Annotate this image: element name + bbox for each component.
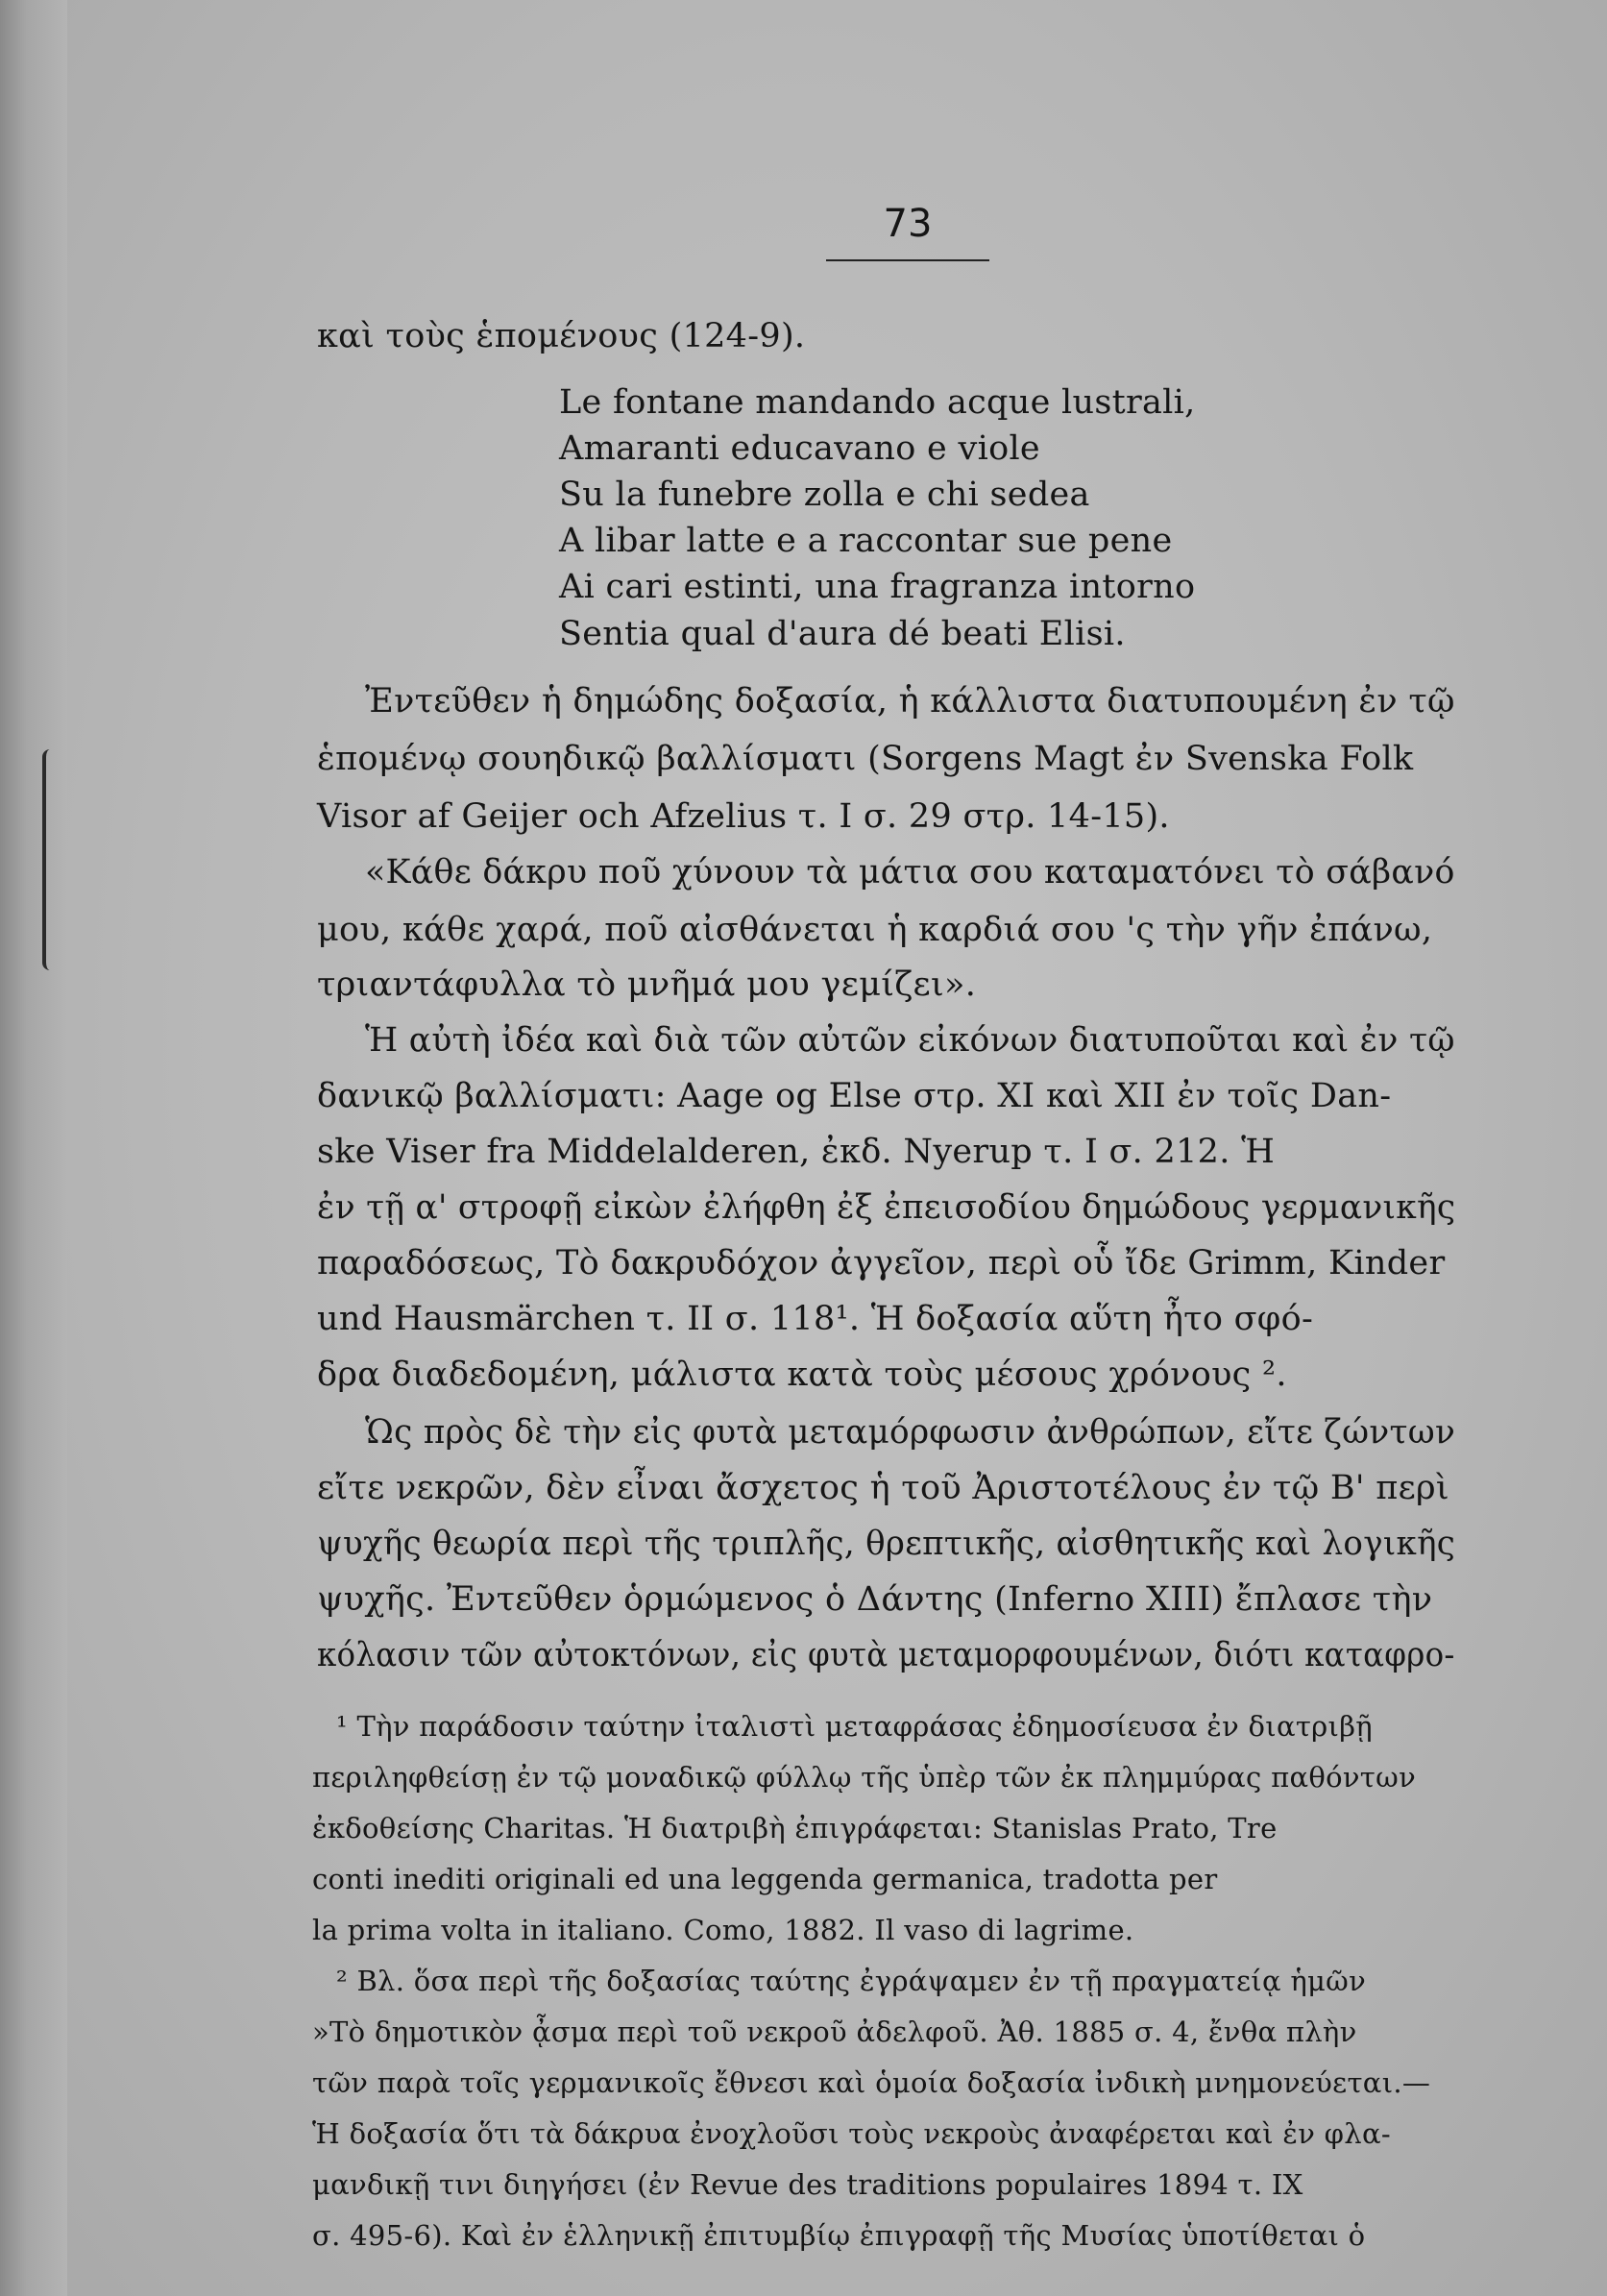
footnote-line: μανδικῇ τινι διηγήσει (ἐν Revue des traditions populaires 1894 τ. IX <box>312 2168 1303 2201</box>
body-line: Ὡς πρὸς δὲ τὴν εἰς φυτὰ μεταμόρφωσιν ἀνθρώπων, εἴτε ζώντων <box>365 1413 1456 1452</box>
verse-line: Su la funebre zolla e chi sedea <box>559 476 1090 514</box>
body-line: δανικῷ βαλλίσματι: Aage og Else στρ. XI καὶ XII ἐν τοῖς Dan- <box>317 1077 1392 1115</box>
body-line: «Κάθε δάκρυ ποῦ χύνουν τὰ μάτια σου καταματόνει τὸ σάβανό <box>365 853 1455 892</box>
verse-line: Ai cari estinti, una fragranza intorno <box>559 568 1196 606</box>
verse-line: Sentia qual d'aura dé beati Elisi. <box>559 615 1126 653</box>
body-line: δρα διαδεδομένη, μάλιστα κατὰ τοὺς μέσους χρόνους ². <box>317 1356 1287 1394</box>
body-line: κόλασιν τῶν αὐτοκτόνων, εἰς φυτὰ μεταμορφουμένων, διότι καταφρο- <box>317 1636 1455 1674</box>
body-line: ἐν τῇ α' στροφῇ εἰκὼν ἐλήφθη ἐξ ἐπεισοδίου δημώδους γερμανικῆς <box>317 1188 1456 1227</box>
body-line: εἴτε νεκρῶν, δὲν εἶναι ἄσχετος ἡ τοῦ Ἀριστοτέλους ἐν τῷ Β' περὶ <box>317 1469 1449 1507</box>
body-line: ψυχῆς θεωρία περὶ τῆς τριπλῆς, θρεπτικῆς, αἰσθητικῆς καὶ λογικῆς <box>317 1525 1456 1563</box>
body-line: ske Viser fra Middelalderen, ἐκδ. Nyerup τ. I σ. 212. Ἡ <box>317 1133 1276 1171</box>
body-line: Ἡ αὐτὴ ἰδέα καὶ διὰ τῶν αὐτῶν εἰκόνων διατυποῦται καὶ ἐν τῷ <box>365 1021 1455 1060</box>
footnote-line: la prima volta in italiano. Como, 1882. Il vaso di lagrime. <box>312 1914 1134 1946</box>
verse-line: A libar latte e a raccontar sue pene <box>559 522 1173 560</box>
verse-line: Amaranti educavano e viole <box>559 429 1040 468</box>
body-line: ἑπομένῳ σουηδικῷ βαλλίσματι (Sorgens Magt ἐν Svenska Folk <box>317 740 1414 778</box>
body-line: τριαντάφυλλα τὸ μνῆμά μου γεμίζει». <box>317 965 977 1004</box>
body-line: παραδόσεως, Τὸ δακρυδόχον ἀγγεῖον, περὶ οὗ ἴδε Grimm, Kinder <box>317 1244 1446 1282</box>
footnote-line: ² Βλ. ὅσα περὶ τῆς δοξασίας ταύτης ἐγράψαμεν ἐν τῇ πραγματείᾳ ἡμῶν <box>336 1965 1367 1997</box>
footnote-line: ¹ Τὴν παράδοσιν ταύτην ἰταλιστὶ μεταφράσας ἐδημοσίευσα ἐν διατριβῇ <box>336 1710 1373 1743</box>
intro-line: καὶ τοὺς ἑπομένους (124-9). <box>317 317 806 355</box>
footnote-line: περιληφθείσῃ ἐν τῷ μοναδικῷ φύλλῳ τῆς ὑπὲρ τῶν ἐκ πλημμύρας παθόντων <box>312 1761 1417 1794</box>
footnote-line: ἐκδοθείσης Charitas. Ἡ διατριβὴ ἐπιγράφεται: Stanislas Prato, Tre <box>312 1812 1278 1844</box>
page-number: 73 <box>826 202 989 261</box>
footnote-line: σ. 495-6). Καὶ ἐν ἑλληνικῇ ἐπιτυμβίῳ ἐπιγραφῇ τῆς Μυσίας ὑποτίθεται ὁ <box>312 2219 1366 2252</box>
footnote-line: Ἡ δοξασία ὅτι τὰ δάκρυα ἐνοχλοῦσι τοὺς νεκροὺς ἀναφέρεται καὶ ἐν φλα- <box>312 2117 1391 2150</box>
footnote-line: »Τὸ δημοτικὸν ᾆσμα περὶ τοῦ νεκροῦ ἀδελφοῦ. Ἀθ. 1885 σ. 4, ἔνθα πλὴν <box>312 2015 1357 2048</box>
body-line: ψυχῆς. Ἐντεῦθεν ὁρμώμενος ὁ Δάντης (Inferno XIII) ἔπλασε τὴν <box>317 1580 1433 1619</box>
body-line: μου, κάθε χαρά, ποῦ αἰσθάνεται ἡ καρδιά σου 'ς τὴν γῆν ἐπάνω, <box>317 911 1433 949</box>
page-gutter <box>0 0 67 2296</box>
body-line: Ἐντεῦθεν ἡ δημώδης δοξασία, ἡ κάλλιστα διατυπουμένη ἐν τῷ <box>365 682 1455 721</box>
footnote-line: τῶν παρὰ τοῖς γερμανικοῖς ἔθνεσι καὶ ὁμοία δοξασία ἰνδικὴ μνημονεύεται.— <box>312 2066 1431 2099</box>
footnote-line: conti inediti originali ed una leggenda germanica, tradotta per <box>312 1863 1218 1895</box>
verse-line: Le fontane mandando acque lustrali, <box>559 383 1196 422</box>
binding-mark <box>42 749 63 970</box>
body-line: Visor af Geijer och Afzelius τ. I σ. 29 στρ. 14-15). <box>317 797 1170 836</box>
body-line: und Hausmärchen τ. II σ. 118¹. Ἡ δοξασία αὕτη ἦτο σφό- <box>317 1300 1314 1338</box>
